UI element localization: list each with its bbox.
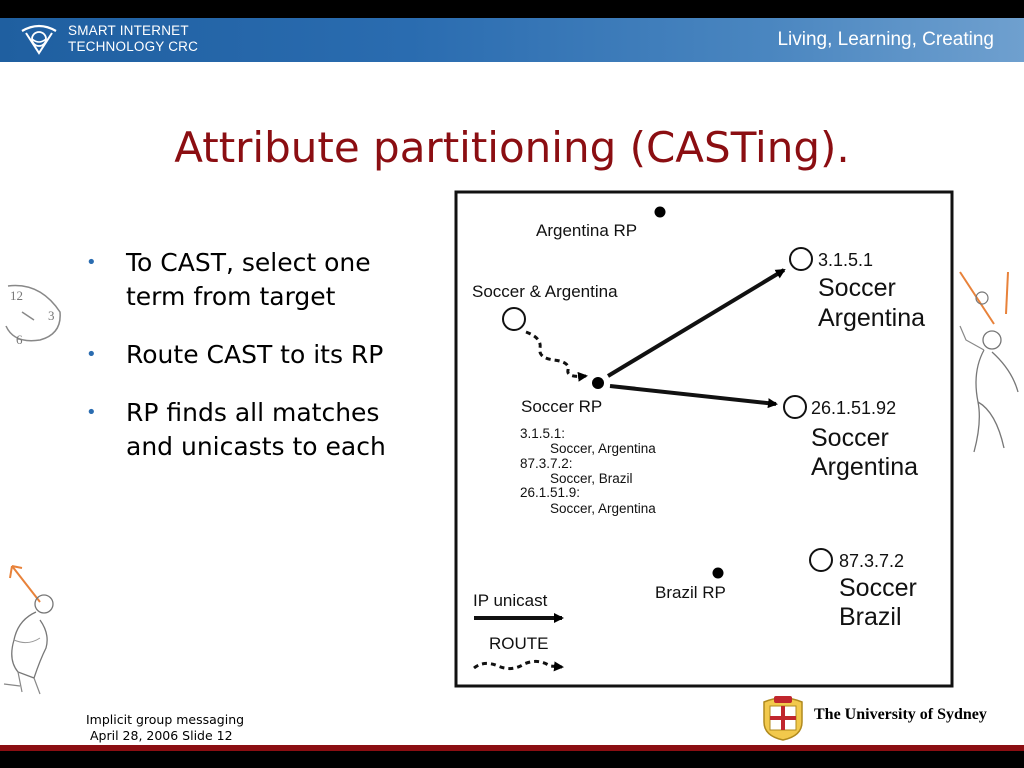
bullet-icon: • bbox=[86, 344, 97, 365]
bullet-item bbox=[86, 338, 446, 372]
crc-logo-icon bbox=[18, 23, 60, 57]
node3-line2: Brazil bbox=[839, 603, 902, 631]
table-attrs: Soccer, Argentina bbox=[550, 441, 656, 456]
table-addr: 26.1.51.9: bbox=[520, 485, 581, 500]
legend-route-label: ROUTE bbox=[489, 634, 549, 653]
clock-sketch-icon bbox=[0, 282, 70, 352]
table-addr: 87.3.7.2: bbox=[520, 456, 573, 471]
top-black-bar bbox=[0, 0, 1024, 18]
node2-circle bbox=[784, 396, 806, 418]
svg-text:6: 6 bbox=[16, 332, 23, 347]
thinker-sketch-icon bbox=[0, 560, 80, 700]
source-label: Soccer & Argentina bbox=[472, 282, 618, 301]
bottom-black-bar bbox=[0, 751, 1024, 768]
bullet-list bbox=[86, 246, 446, 488]
argentina-rp-dot bbox=[655, 207, 666, 218]
node2-addr: 26.1.51.92 bbox=[811, 398, 897, 418]
tagline: Living, Learning, Creating bbox=[777, 29, 994, 50]
slide-title: Attribute partitioning (CASTing). bbox=[174, 123, 850, 172]
node2-line1: Soccer bbox=[811, 424, 889, 452]
footer-line1: Implicit group messaging bbox=[86, 712, 245, 727]
legend-unicast-label: IP unicast bbox=[473, 591, 548, 610]
node3-circle bbox=[810, 549, 832, 571]
university-name: The University of Sydney bbox=[814, 706, 987, 723]
node1-circle bbox=[790, 248, 812, 270]
table-addr: 3.1.5.1: bbox=[520, 426, 566, 441]
node3-line1: Soccer bbox=[839, 574, 917, 602]
node1-addr: 3.1.5.1 bbox=[818, 250, 874, 270]
bullet-text-line: Route CAST to its RP bbox=[126, 340, 384, 369]
table-attrs: Soccer, Argentina bbox=[550, 501, 656, 516]
source-node bbox=[503, 308, 525, 330]
figure-sketch-icon bbox=[952, 262, 1024, 462]
svg-text:12: 12 bbox=[10, 288, 23, 303]
bullet-icon: • bbox=[86, 402, 97, 423]
node1-line2: Argentina bbox=[818, 304, 926, 332]
university-crest-icon bbox=[758, 692, 808, 742]
org-name-line2: TECHNOLOGY CRC bbox=[68, 39, 199, 54]
bullet-item bbox=[86, 396, 446, 464]
brazil-rp-dot bbox=[713, 568, 724, 579]
bullet-item bbox=[86, 246, 446, 314]
bullet-icon: • bbox=[86, 252, 97, 273]
bullet-text-line: RP finds all matches bbox=[126, 398, 380, 427]
node2-line2: Argentina bbox=[811, 453, 919, 481]
footer-line2: April 28, 2006 Slide 12 bbox=[90, 728, 233, 743]
header-banner bbox=[0, 18, 1024, 62]
svg-text:3: 3 bbox=[48, 308, 55, 323]
bullet-text-line: To CAST, select one bbox=[126, 248, 371, 277]
soccer-rp-dot bbox=[592, 377, 604, 389]
brazil-rp-label: Brazil RP bbox=[655, 583, 726, 602]
casting-diagram bbox=[454, 190, 954, 690]
university-logo bbox=[758, 692, 998, 742]
table-attrs: Soccer, Brazil bbox=[550, 471, 633, 486]
org-name bbox=[68, 23, 198, 55]
bullet-text-line: term from target bbox=[126, 282, 336, 311]
node3-addr: 87.3.7.2 bbox=[839, 551, 905, 571]
footer-info bbox=[86, 712, 244, 744]
soccer-rp-label: Soccer RP bbox=[521, 397, 603, 416]
node1-line1: Soccer bbox=[818, 274, 896, 302]
org-name-line1: SMART INTERNET bbox=[68, 23, 189, 38]
argentina-rp-label: Argentina RP bbox=[536, 221, 638, 240]
bullet-text-line: and unicasts to each bbox=[126, 432, 386, 461]
